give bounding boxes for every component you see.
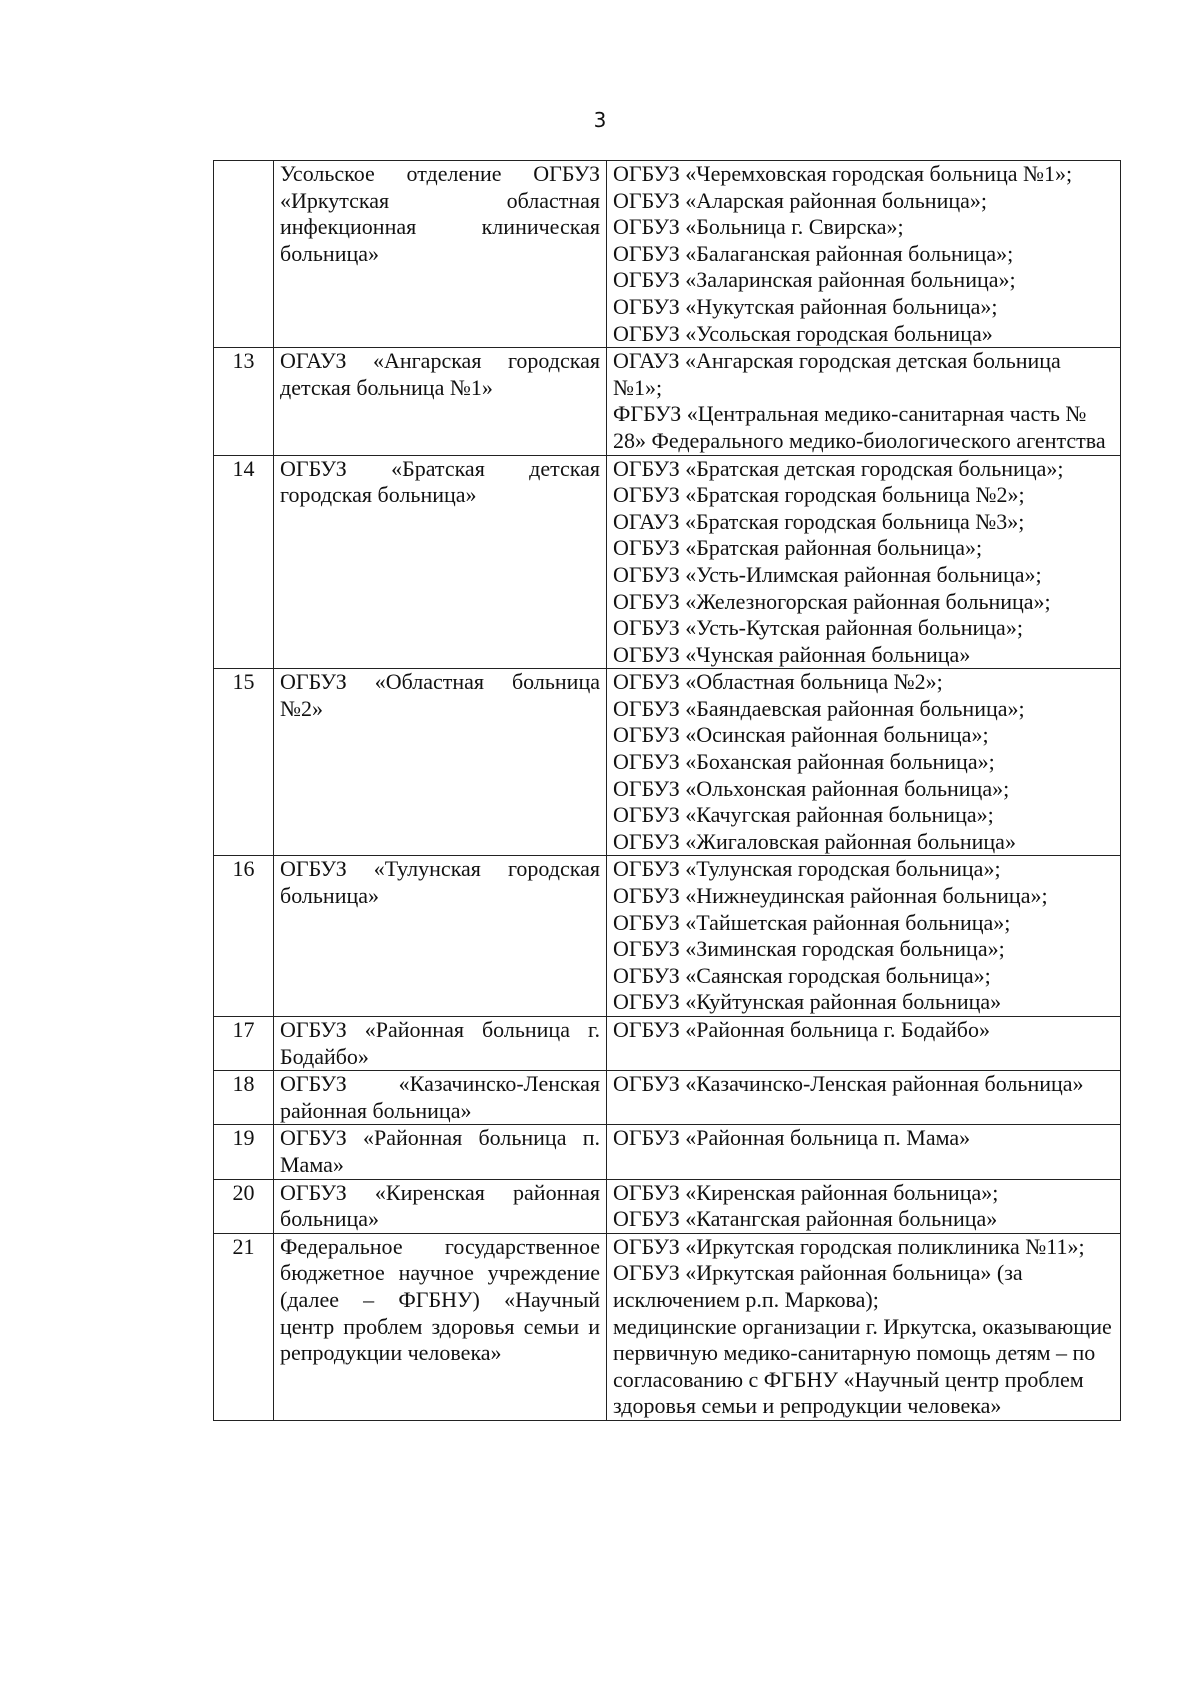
table-body: [214, 161, 1121, 1421]
assigned-organization-item: ОГБУЗ «Железногорская районная больница»;: [613, 588, 1051, 614]
table-row: [214, 455, 1121, 669]
assigned-organization-item: ОГБУЗ «Районная больница п. Мама»: [613, 1125, 971, 1151]
assigned-organization-item: ОГБУЗ «Усть-Илимская районная больница»;: [613, 561, 1042, 587]
center-organization: ОГАУЗ «Ангарская городская детская больница №1»: [274, 348, 607, 455]
assigned-organization-item: ОГБУЗ «Тулунская городская больница»;: [613, 856, 1001, 882]
assigned-organization-item: ОГБУЗ «Братская детская городская больница»;: [613, 455, 1064, 481]
row-number: 15: [214, 669, 274, 856]
assigned-organizations: [607, 856, 1121, 1017]
assigned-organization-item: ОГБУЗ «Усть-Кутская районная больница»;: [613, 615, 1023, 641]
assigned-organization-item: ОГБУЗ «Казачинско-Ленская районная больница»: [613, 1071, 1084, 1097]
assigned-organization-item: ОГБУЗ «Черемховская городская больница №1»;: [613, 161, 1073, 186]
row-number: 19: [214, 1125, 274, 1179]
assigned-organization-item: ОГБУЗ «Больница г. Свирска»;: [613, 214, 904, 240]
table-row: [214, 1071, 1121, 1125]
assigned-organization-item: ОГБУЗ «Осинская районная больница»;: [613, 722, 989, 748]
assigned-organization-item: ФГБУЗ «Центральная медико-санитарная часть № 28» Федерального медико-биологического агентства: [613, 401, 1106, 453]
assigned-organization-item: ОГБУЗ «Качугская районная больница»;: [613, 802, 994, 828]
assigned-organizations: [607, 161, 1121, 348]
center-organization: Федеральное государственное бюджетное научное учреждение (далее – ФГБНУ) «Научный центр проблем здоровья семьи и репродукции человека»: [274, 1233, 607, 1420]
center-organization: ОГБУЗ «Тулунская городская больница»: [274, 856, 607, 1017]
row-number: 13: [214, 348, 274, 455]
assigned-organizations: [607, 1071, 1121, 1125]
assigned-organization-item: ОГБУЗ «Аларская районная больница»;: [613, 187, 987, 213]
assigned-organization-item: ОГАУЗ «Ангарская городская детская больница №1»;: [613, 348, 1061, 400]
assigned-organizations: [607, 1125, 1121, 1179]
row-number: 21: [214, 1233, 274, 1420]
assigned-organization-item: ОГБУЗ «Тайшетская районная больница»;: [613, 909, 1011, 935]
assigned-organizations: [607, 1017, 1121, 1071]
assigned-organization-item: ОГБУЗ «Балаганская районная больница»;: [613, 240, 1014, 266]
assigned-organization-item: ОГБУЗ «Усольская городская больница»: [613, 320, 993, 346]
row-number: [214, 161, 274, 348]
assigned-organization-item: ОГБУЗ «Братская городская больница №2»;: [613, 482, 1025, 508]
table-row: [214, 161, 1121, 348]
hospital-assignment-table: [213, 160, 1121, 1421]
table-row: [214, 669, 1121, 856]
assigned-organization-item: ОГБУЗ «Иркутская городская поликлиника №11»;: [613, 1233, 1085, 1259]
assigned-organization-item: ОГБУЗ «Саянская городская больница»;: [613, 962, 991, 988]
assigned-organization-item: ОГБУЗ «Заларинская районная больница»;: [613, 267, 1016, 293]
center-organization: ОГБУЗ «Районная больница п. Мама»: [274, 1125, 607, 1179]
center-organization: ОГБУЗ «Братская детская городская больница»: [274, 455, 607, 669]
assigned-organization-item: ОГБУЗ «Нижнеудинская районная больница»;: [613, 883, 1048, 909]
table-row: [214, 856, 1121, 1017]
center-organization: ОГБУЗ «Киренская районная больница»: [274, 1179, 607, 1233]
center-organization: ОГБУЗ «Районная больница г. Бодайбо»: [274, 1017, 607, 1071]
assigned-organization-item: ОГБУЗ «Киренская районная больница»;: [613, 1179, 999, 1205]
assigned-organizations: [607, 348, 1121, 455]
assigned-organization-item: ОГБУЗ «Нукутская районная больница»;: [613, 293, 998, 319]
center-organization: Усольское отделение ОГБУЗ «Иркутская областная инфекционная клиническая больница»: [274, 161, 607, 348]
assigned-organizations: [607, 455, 1121, 669]
assigned-organizations: [607, 669, 1121, 856]
assigned-organization-item: ОГБУЗ «Куйтунская районная больница»: [613, 989, 1002, 1015]
assigned-organizations: [607, 1179, 1121, 1233]
table-row: [214, 1179, 1121, 1233]
center-organization: ОГБУЗ «Казачинско-Ленская районная больница»: [274, 1071, 607, 1125]
assigned-organization-item: ОГБУЗ «Чунская районная больница»: [613, 641, 971, 667]
assigned-organization-item: ОГБУЗ «Катангская районная больница»: [613, 1206, 998, 1232]
assigned-organizations: [607, 1233, 1121, 1420]
assigned-organization-item: ОГБУЗ «Зиминская городская больница»;: [613, 936, 1005, 962]
assigned-organization-item: ОГБУЗ «Братская районная больница»;: [613, 535, 983, 561]
assigned-organization-item: ОГБУЗ «Районная больница г. Бодайбо»: [613, 1017, 990, 1042]
page-number: 3: [593, 108, 607, 132]
table-row: [214, 1125, 1121, 1179]
assigned-organization-item: ОГБУЗ «Ольхонская районная больница»;: [613, 775, 1010, 801]
table-row: [214, 1017, 1121, 1071]
assigned-organization-item: ОГБУЗ «Жигаловская районная больница»: [613, 828, 1016, 854]
assigned-organization-item: ОГБУЗ «Иркутская районная больница» (за исключением р.п. Маркова);: [613, 1260, 1023, 1312]
assigned-organization-item: ОГБУЗ «Боханская районная больница»;: [613, 749, 995, 775]
center-organization: ОГБУЗ «Областная больница №2»: [274, 669, 607, 856]
row-number: 14: [214, 455, 274, 669]
assigned-organization-item: ОГБУЗ «Областная больница №2»;: [613, 669, 943, 695]
table-row: [214, 1233, 1121, 1420]
assigned-organization-item: медицинские организации г. Иркутска, оказывающие первичную медико-санитарную помощь детям – по согласованию с ФГБНУ «Научный центр проблем здоровья семьи и репродукции человека»: [613, 1313, 1112, 1419]
row-number: 16: [214, 856, 274, 1017]
table-row: [214, 348, 1121, 455]
row-number: 17: [214, 1017, 274, 1071]
row-number: 20: [214, 1179, 274, 1233]
assigned-organization-item: ОГБУЗ «Баяндаевская районная больница»;: [613, 695, 1025, 721]
row-number: 18: [214, 1071, 274, 1125]
assigned-organization-item: ОГАУЗ «Братская городская больница №3»;: [613, 508, 1025, 534]
